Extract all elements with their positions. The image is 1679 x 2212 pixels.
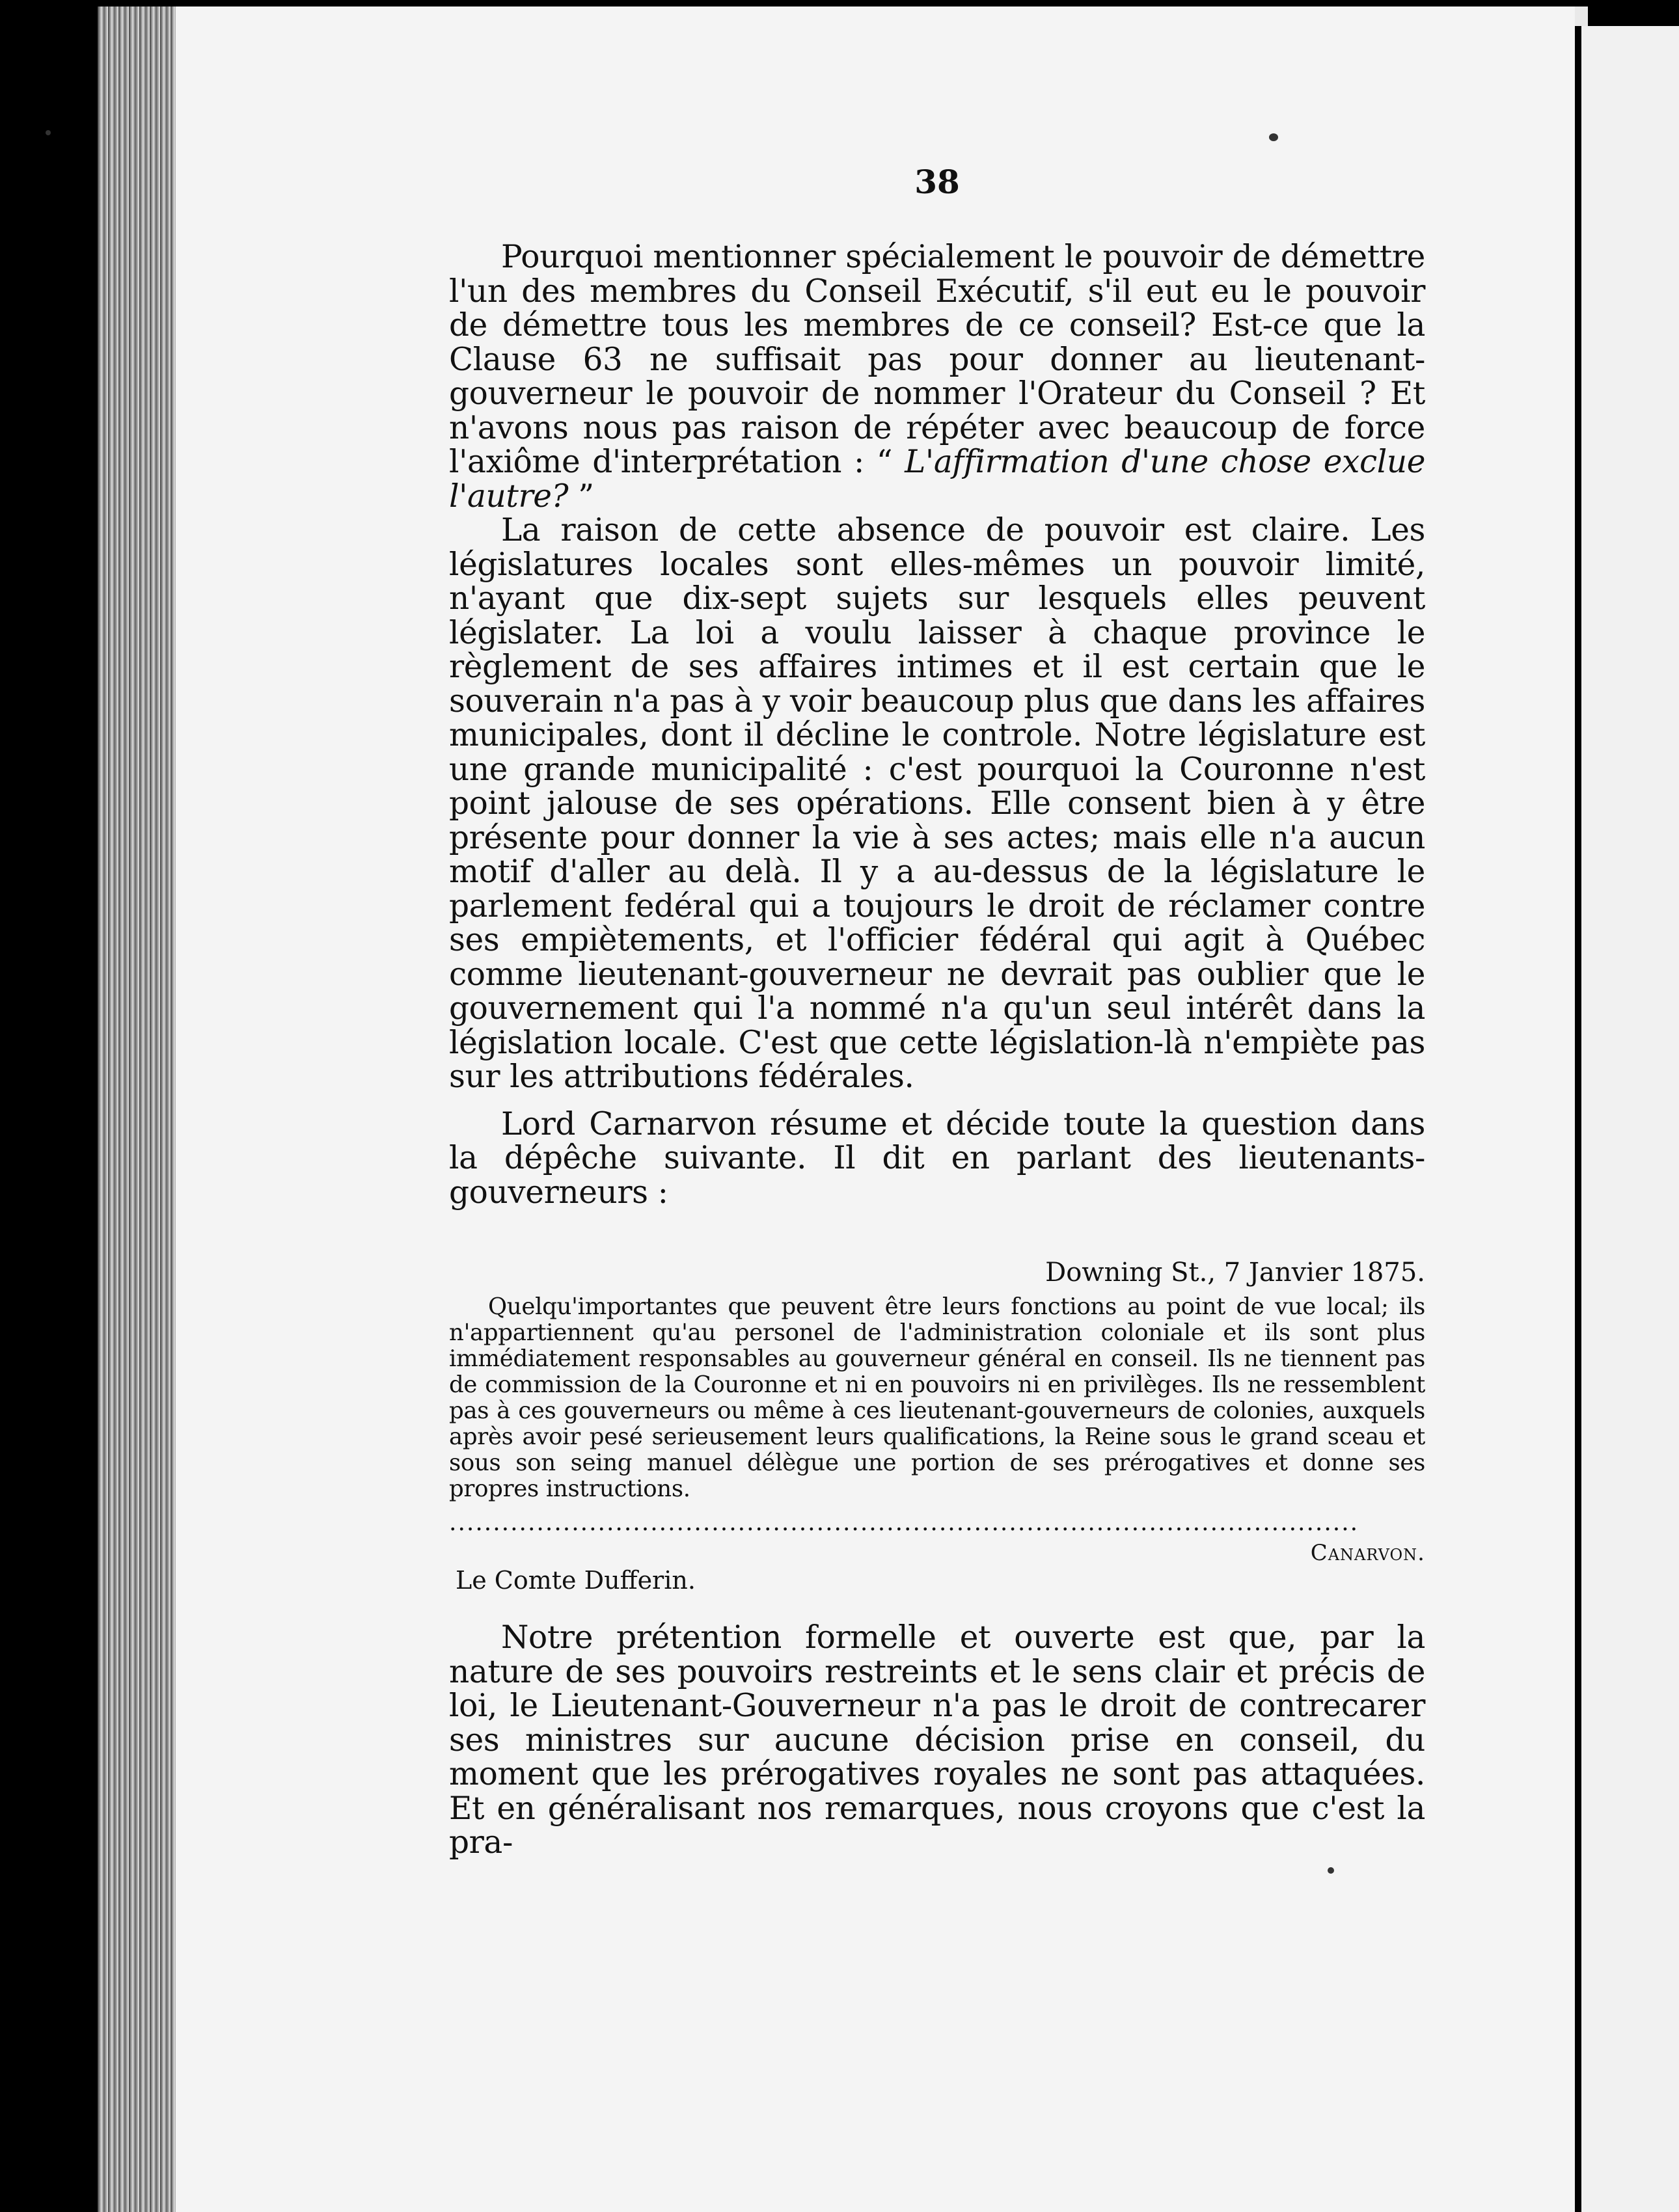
facing-page-strip — [1575, 26, 1679, 2212]
dispatch-addressee: Le Comte Dufferin. — [456, 1566, 696, 1595]
page-text — [449, 163, 1425, 1860]
paragraph-1-closing-quote: ” — [568, 478, 594, 515]
ink-speck — [1328, 1867, 1334, 1874]
paragraph-3: Lord Carnarvon résume et décide toute la question dans la dépêche suivante. Il dit en parlant des lieutenants-gouverneurs : — [449, 1105, 1425, 1211]
dotted-separator: ........................................................................................................ — [449, 1510, 1359, 1536]
ink-speck — [1269, 133, 1278, 141]
dispatch-signature: Canarvon. — [1310, 1540, 1425, 1566]
ink-speck — [46, 130, 51, 135]
paragraph-2: La raison de cette absence de pouvoir est claire. Les législatures locales sont elles-mêmes un pouvoir limité, n'ayant que dix-sept sujets sur lesquels elles peuvent législater. La loi a voulu laisser à chaque province le règlement de ses affaires intimes et il est certain que le souverain n'a pas à y voir beaucoup plus que dans les affaires municipales, dont il décline le controle. Notre législature est une grande municipalité : c'est pourquoi la Couronne n'est point jalouse de ses opérations. Elle consent bien à y être présente pour donner la vie à ses actes; mais elle n'a aucun motif d'aller au delà. Il y a au-dessus de la législature le parlement fedéral qui a toujours le droit de réclamer contre ses empiètements, et l'officier fédéral qui agit à Québec comme lieutenant-gouverneur ne devrait pas oublier que le gouvernement qui l'a nommé n'a qu'un seul intérêt dans la législation locale. C'est que cette législation-là n'empiète pas sur les attributions fédérales. — [449, 512, 1425, 1095]
paragraph-1-italic-quote: L'affirmation d'une chose exclue l'autre? — [449, 444, 1425, 515]
dispatch-quote: Quelqu'importantes que peuvent être leurs fonctions au point de vue local; ils n'appartiennent qu'au personel de l'administration coloniale et ils sont plus immédiatement responsables au gouverneur général en conseil. Ils ne tiennent pas de commission de la Couronne et ni en pouvoirs ni en privilèges. Ils ne ressemblent pas à ces gouverneurs ou même à ces lieutenant-gouverneurs de colonies, auxquels après avoir pesé serieusement leurs qualifications, la Reine sous le grand sceau et sous son seing manuel délègue une portion de ses prérogatives et donne ses propres instructions. — [449, 1293, 1425, 1502]
dispatch-dateline: Downing St., 7 Janvier 1875. — [1045, 1258, 1425, 1288]
book-page-edges — [98, 7, 176, 2212]
paragraph-1-text: Pourquoi mentionner spécialement le pouvoir de démettre l'un des membres du Conseil Exécutif, s'il eut eu le pouvoir de démettre tous les membres de ce conseil? Est-ce que la Clause 63 ne suffisait pas pour donner au lieutenant-gouverneur le pouvoir de nommer l'Orateur du Conseil ? Et n'avons nous pas raison de répéter avec beaucoup de force l'axiôme d'interprétation : “ — [449, 239, 1425, 480]
closing-paragraph: Notre prétention formelle et ouverte est que, par la nature de ses pouvoirs restreints et le sens clair et précis de loi, le Lieutenant-Gouverneur n'a pas le droit de contrecarer ses ministres sur aucune décision prise en conseil, du moment que les prérogatives royales ne sont pas attaquées. Et en généralisant nos remarques, nous croyons que c'est la pra- — [449, 1619, 1425, 1861]
page-number: 38 — [914, 163, 960, 201]
paragraph-1 — [449, 240, 1425, 513]
